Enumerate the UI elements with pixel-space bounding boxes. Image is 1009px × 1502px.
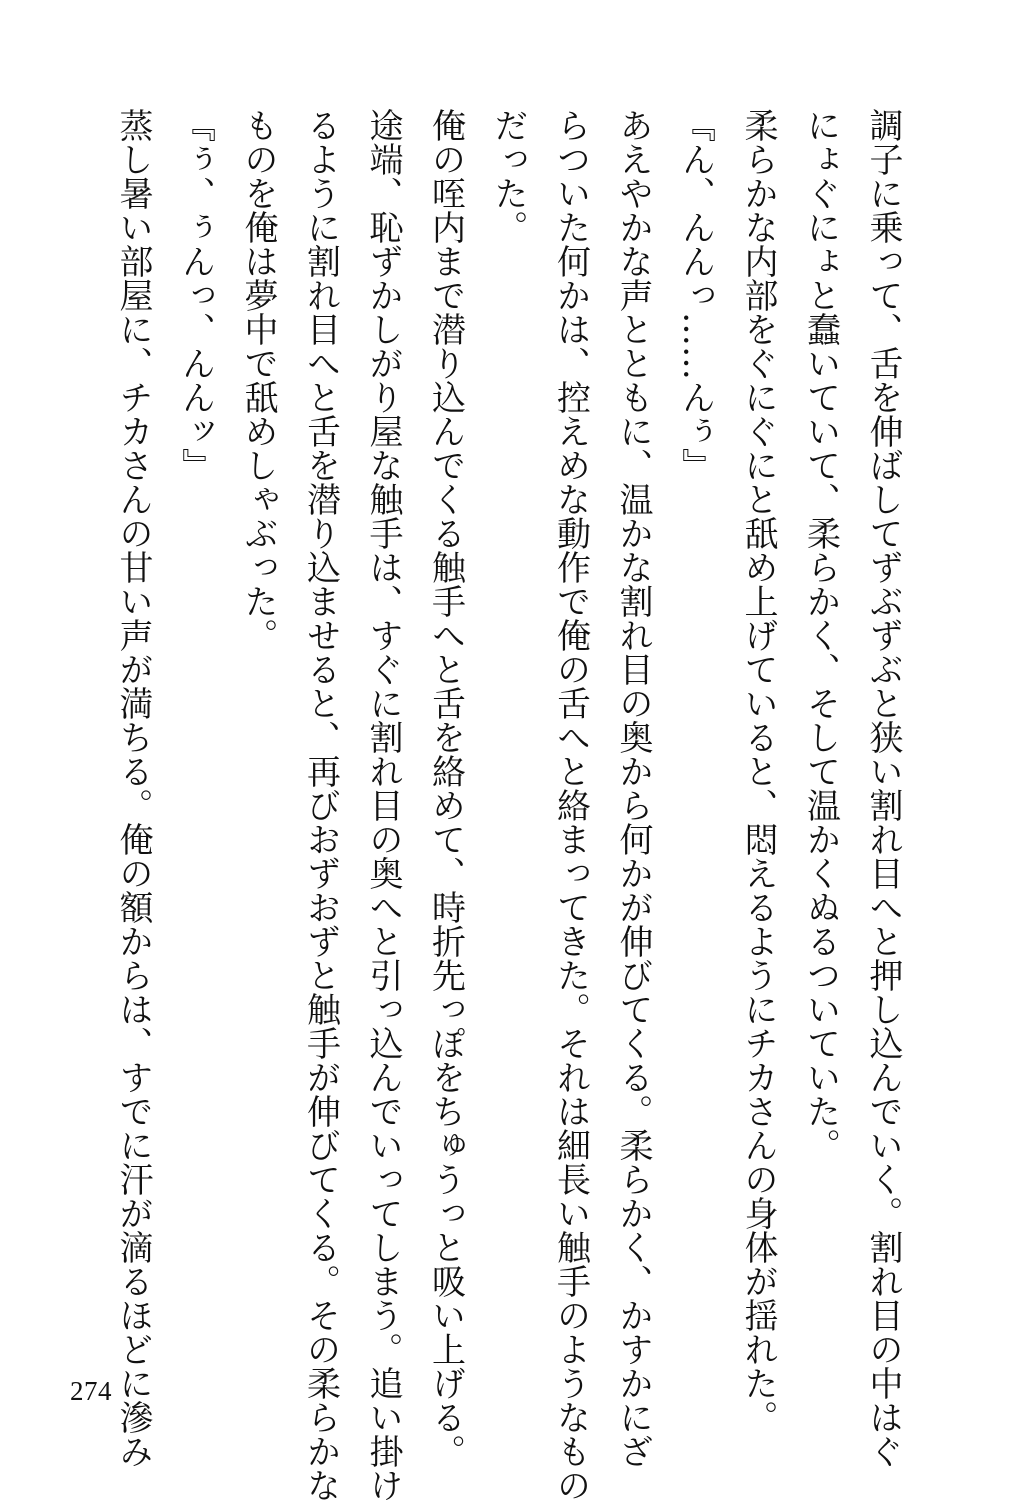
text-line: あえやかな声とともに、温かな割れ目の奥から何かが伸びてくる。柔らかく、かすかにざ [613, 108, 653, 1468]
text-line: だった。 [488, 108, 528, 244]
text-line: 『ぅ、ぅんっ、んんッ』 [175, 108, 216, 482]
text-line: 『ん、んんっ……んぅ』 [675, 108, 716, 482]
body-text [102, 108, 915, 1502]
text-line: 俺の咥内まで潜り込んでくる触手へと舌を絡めて、時折先っぽをちゅうっと吸い上げる。 [425, 108, 466, 1468]
text-line: らついた何かは、控えめな動作で俺の舌へと絡まってきた。それは細長い触手のようなもの [550, 108, 591, 1502]
text-line: 柔らかな内部をぐにぐにと舐め上げていると、悶えるようにチカさんの身体が揺れた。 [738, 108, 778, 1434]
text-line: 蒸し暑い部屋に、チカさんの甘い声が満ちる。俺の額からは、すでに汗が滴るほどに滲み [113, 108, 153, 1468]
text-line: 途端、恥ずかしがり屋な触手は、すぐに割れ目の奥へと引っ込んでいってしまう。追い掛け [363, 108, 403, 1502]
text-line: るように割れ目へと舌を潜り込ませると、再びおずおずと触手が伸びてくる。その柔らかな [300, 108, 341, 1502]
text-line: にょぐにょと蠢いていて、柔らかく、そして温かくぬるついていた。 [800, 108, 841, 1162]
page-number: 274 [70, 1376, 112, 1406]
text-line: 調子に乗って、舌を伸ばしてずぶずぶと狭い割れ目へと押し込んでいく。割れ目の中はぐ [863, 108, 903, 1468]
text-line: ものを俺は夢中で舐めしゃぶった。 [238, 108, 278, 652]
